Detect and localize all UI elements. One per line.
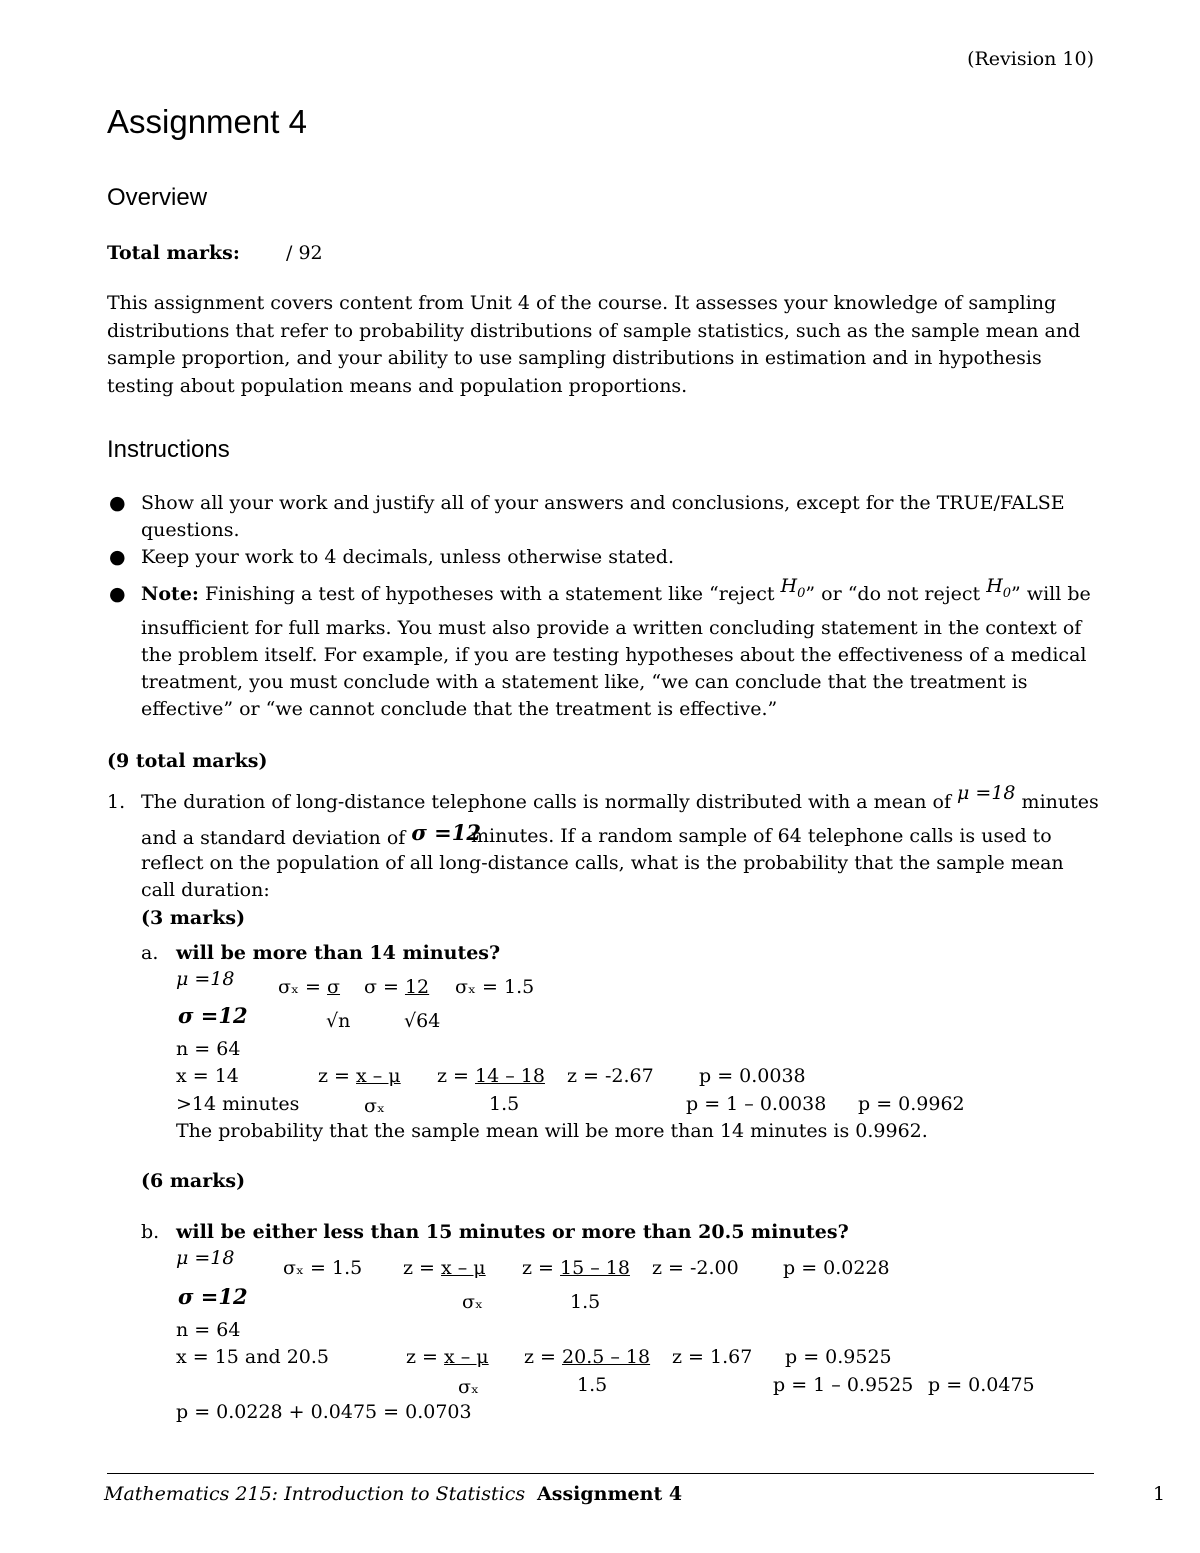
question1-total-marks: (9 total marks) [107,750,268,772]
overview-description: This assignment covers content from Unit 4 of the course. It assesses your knowledge of sampling distributions that refer to probability distributions of sample statistics, such as the sample mean and sample proportion, and your ability to use sampling distributions in estimation and in hypothesis testing about population means and population proportions. [107,292,1081,397]
instruction-item: ● Keep your work to 4 decimals, unless otherwise stated. [107,544,1097,571]
page-title: Assignment 4 [107,103,307,140]
part-b-n: n = 64 [176,1319,241,1341]
part-a-gt: >14 minutes [176,1093,300,1115]
part-b-denominator: 1.5 [570,1291,601,1313]
part-a-z-formula: z = x – μ [318,1065,401,1087]
instructions-heading: Instructions [107,436,230,463]
part-b-p3: p = 1 – 0.9525 [773,1374,914,1396]
part-b-sx-denominator-2: σₓ [458,1376,480,1398]
part-b-letter: b. [141,1221,160,1243]
h0-symbol: $H_0$ [986,575,1012,601]
part-b-p2: p = 0.9525 [785,1346,892,1368]
part-b-z1-substitution: z = 15 – 18 [522,1257,630,1279]
instruction-item: ● Show all your work and justify all of your answers and conclusions, except for the TRUE/FALSE questions. [109,492,1065,541]
question1-text-continued: minutes. If a random sample of 64 telephone calls is used to reflect on the population of all long-distance calls, what is the probability that the sample mean call duration: [141,825,1064,901]
part-a-question: will be more than 14 minutes? [176,942,501,964]
part-a-sx-denominator: σₓ [364,1095,386,1117]
part-a-letter: a. [141,942,159,964]
part-a-z-result: z = -2.67 [567,1065,654,1087]
part-a-z-substitution: z = 14 – 18 [437,1065,545,1087]
part-b-x: x = 15 and 20.5 [176,1346,330,1368]
part-b-z1-result: z = -2.00 [652,1257,739,1279]
total-marks-label: Total marks: [107,242,240,264]
part-a-mu: μ =18 [176,968,235,990]
part-b-p4: p = 0.0475 [928,1374,1035,1396]
bullet-icon: ● [109,546,126,568]
mu-equation: μ =18 [957,782,1016,804]
part-a-n: n = 64 [176,1038,241,1060]
part-a-sx-formula: σₓ = σ [278,976,341,998]
revision-label: (Revision 10) [967,48,1094,70]
part-a-sqrt-64: √64 [404,1010,441,1032]
instructions-list [107,490,1097,723]
footer-assignment: Assignment 4 [537,1483,683,1505]
part-b-denominator-2: 1.5 [577,1374,608,1396]
part-a-p1: p = 0.0038 [699,1065,806,1087]
footer-divider [107,1473,1094,1474]
part-a-p3: p = 0.9962 [858,1093,965,1115]
h0-symbol: $H_0$ [780,575,806,601]
question1-line2: and a standard deviation of σ =12 [141,820,481,849]
part-a-x: x = 14 [176,1065,239,1087]
part-a-conclusion: The probability that the sample mean will be more than 14 minutes is 0.9962. [176,1120,928,1142]
part-a-sx-value: σₓ = 1.5 [455,976,535,998]
part-a-sqrt-n: √n [326,1010,351,1032]
part-b-sigma: σ =12 [178,1284,248,1309]
part-b-sx-value: σₓ = 1.5 [283,1257,363,1279]
sigma-equation: σ =12 [411,820,481,845]
bullet-icon: ● [109,583,126,605]
part-a-p2: p = 1 – 0.0038 [686,1093,827,1115]
total-marks-value: / 92 [286,242,323,264]
part-b-z2-result: z = 1.67 [672,1346,753,1368]
part-a-marks: (3 marks) [141,907,246,929]
footer-course: Mathematics 215: Introduction to Statistics [104,1483,526,1505]
part-b-z-formula-2: z = x – μ [406,1346,489,1368]
part-a-sigma: σ =12 [178,1003,248,1028]
bullet-icon: ● [109,492,126,514]
part-b-p1: p = 0.0228 [783,1257,890,1279]
part-b-z2-substitution: z = 20.5 – 18 [524,1346,651,1368]
page-number: 1 [1153,1483,1166,1505]
part-b-mu: μ =18 [176,1247,235,1269]
instruction-item: ● Note: Finishing a test of hypotheses with a statement like “reject $H_0$” or “do not reject $H_0$” will be insufficient for full marks. You must also provide a written concluding statement in the context of the problem itself. For example, if you are testing hypotheses about the effectiveness of a medical treatment, you must conclude with a statement like, “we can conclude that the treatment is effective” or “we cannot conclude that the treatment is effective.” [109,575,1091,720]
part-b-question: will be either less than 15 minutes or more than 20.5 minutes? [176,1221,849,1243]
part-b-sx-denominator: σₓ [462,1291,484,1313]
question1-line1: The duration of long-distance telephone calls is normally distributed with a mean of μ =18 minutes [141,782,1099,813]
part-a-denominator: 1.5 [489,1093,520,1115]
part-b-marks: (6 marks) [141,1170,246,1192]
overview-heading: Overview [107,184,208,211]
part-b-total: p = 0.0228 + 0.0475 = 0.0703 [176,1401,472,1423]
part-a-sigma-over: σ = 12 [364,976,430,998]
part-b-z-formula: z = x – μ [403,1257,486,1279]
question1-number: 1. [107,791,126,813]
